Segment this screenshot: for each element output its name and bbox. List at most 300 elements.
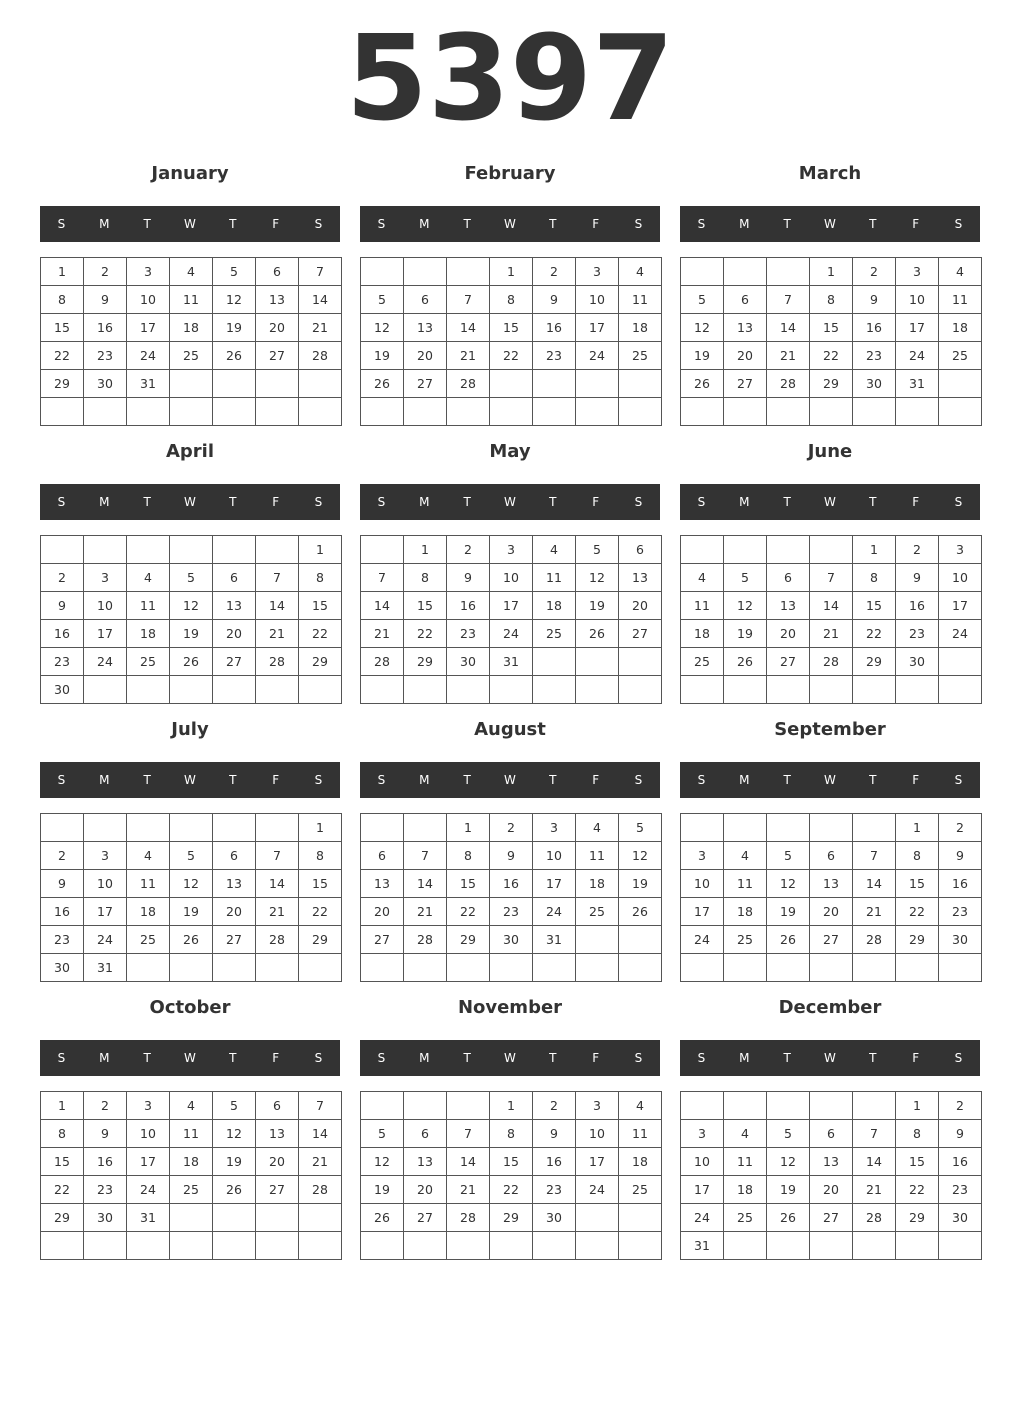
week-row bbox=[681, 870, 982, 898]
day-cell: 23 bbox=[533, 342, 576, 370]
day-cell: 5 bbox=[213, 258, 256, 286]
weekday-label: S bbox=[634, 495, 643, 509]
day-cell: 24 bbox=[127, 342, 170, 370]
empty-day-cell bbox=[447, 1232, 490, 1260]
empty-day-cell bbox=[767, 954, 810, 982]
day-cell: 12 bbox=[576, 564, 619, 592]
day-cell: 29 bbox=[896, 926, 939, 954]
day-cell: 8 bbox=[853, 564, 896, 592]
week-row bbox=[681, 286, 982, 314]
weekday-label: T bbox=[143, 495, 151, 509]
empty-day-cell bbox=[299, 1232, 342, 1260]
week-row bbox=[41, 398, 342, 426]
day-cell: 28 bbox=[853, 1204, 896, 1232]
day-cell: 9 bbox=[533, 286, 576, 314]
weekday-header bbox=[680, 762, 980, 798]
day-cell: 14 bbox=[767, 314, 810, 342]
day-cell: 31 bbox=[127, 370, 170, 398]
day-cell: 14 bbox=[447, 1148, 490, 1176]
day-cell: 21 bbox=[404, 898, 447, 926]
day-cell: 10 bbox=[84, 592, 127, 620]
weekday-label: S bbox=[634, 217, 643, 231]
weekday-label: F bbox=[592, 495, 600, 509]
day-cell: 16 bbox=[84, 314, 127, 342]
day-cell: 15 bbox=[41, 1148, 84, 1176]
day-cell: 3 bbox=[681, 1120, 724, 1148]
day-cell: 28 bbox=[256, 648, 299, 676]
week-row bbox=[41, 926, 342, 954]
day-cell: 13 bbox=[767, 592, 810, 620]
day-cell: 20 bbox=[619, 592, 662, 620]
day-cell: 22 bbox=[41, 342, 84, 370]
day-cell: 3 bbox=[939, 536, 982, 564]
day-cell: 1 bbox=[299, 536, 342, 564]
empty-day-cell bbox=[490, 398, 533, 426]
day-cell: 2 bbox=[533, 1092, 576, 1120]
day-cell: 26 bbox=[213, 342, 256, 370]
day-cell: 5 bbox=[767, 1120, 810, 1148]
day-cell: 24 bbox=[84, 926, 127, 954]
day-cell: 25 bbox=[939, 342, 982, 370]
day-cell: 10 bbox=[576, 286, 619, 314]
empty-day-cell bbox=[404, 954, 447, 982]
day-cell: 7 bbox=[299, 258, 342, 286]
empty-day-cell bbox=[681, 258, 724, 286]
day-cell: 10 bbox=[576, 1120, 619, 1148]
empty-day-cell bbox=[576, 370, 619, 398]
empty-day-cell bbox=[361, 536, 404, 564]
weekday-label: T bbox=[549, 217, 557, 231]
weekday-label: W bbox=[184, 773, 196, 787]
day-cell: 13 bbox=[256, 1120, 299, 1148]
week-row bbox=[361, 536, 662, 564]
weekday-label: S bbox=[697, 1051, 706, 1065]
empty-day-cell bbox=[84, 1232, 127, 1260]
day-cell: 26 bbox=[619, 898, 662, 926]
day-grid bbox=[40, 535, 342, 704]
empty-day-cell bbox=[810, 954, 853, 982]
day-cell: 6 bbox=[810, 1120, 853, 1148]
day-cell: 1 bbox=[853, 536, 896, 564]
week-row bbox=[361, 842, 662, 870]
day-cell: 27 bbox=[361, 926, 404, 954]
empty-day-cell bbox=[127, 398, 170, 426]
day-cell: 19 bbox=[619, 870, 662, 898]
day-cell: 8 bbox=[299, 842, 342, 870]
day-cell: 14 bbox=[256, 592, 299, 620]
weekday-label: F bbox=[272, 1051, 280, 1065]
day-cell: 22 bbox=[447, 898, 490, 926]
day-cell: 17 bbox=[84, 898, 127, 926]
day-grid bbox=[360, 1091, 662, 1260]
day-cell: 4 bbox=[170, 1092, 213, 1120]
weekday-label: W bbox=[504, 773, 516, 787]
weekday-header bbox=[40, 484, 340, 520]
empty-day-cell bbox=[853, 1232, 896, 1260]
day-cell: 28 bbox=[447, 370, 490, 398]
day-cell: 24 bbox=[939, 620, 982, 648]
empty-day-cell bbox=[724, 954, 767, 982]
weekday-label: S bbox=[697, 495, 706, 509]
week-row bbox=[41, 592, 342, 620]
day-cell: 18 bbox=[533, 592, 576, 620]
day-cell: 25 bbox=[724, 926, 767, 954]
month-name: February bbox=[464, 163, 556, 184]
day-cell: 10 bbox=[681, 1148, 724, 1176]
day-cell: 1 bbox=[299, 814, 342, 842]
month-name: June bbox=[807, 441, 853, 462]
day-cell: 16 bbox=[490, 870, 533, 898]
day-cell: 7 bbox=[810, 564, 853, 592]
day-cell: 7 bbox=[404, 842, 447, 870]
week-row bbox=[681, 620, 982, 648]
empty-day-cell bbox=[84, 536, 127, 564]
day-cell: 12 bbox=[170, 870, 213, 898]
day-cell: 4 bbox=[170, 258, 213, 286]
empty-day-cell bbox=[896, 398, 939, 426]
day-cell: 4 bbox=[619, 1092, 662, 1120]
empty-day-cell bbox=[681, 814, 724, 842]
day-cell: 11 bbox=[724, 1148, 767, 1176]
week-row bbox=[361, 898, 662, 926]
day-cell: 29 bbox=[41, 370, 84, 398]
day-cell: 10 bbox=[84, 870, 127, 898]
week-row bbox=[361, 286, 662, 314]
day-cell: 29 bbox=[404, 648, 447, 676]
day-cell: 5 bbox=[767, 842, 810, 870]
week-row bbox=[681, 648, 982, 676]
empty-day-cell bbox=[404, 676, 447, 704]
day-cell: 4 bbox=[681, 564, 724, 592]
weekday-header bbox=[360, 484, 660, 520]
weekday-label: S bbox=[314, 773, 323, 787]
day-cell: 31 bbox=[490, 648, 533, 676]
empty-day-cell bbox=[810, 1092, 853, 1120]
empty-day-cell bbox=[810, 1232, 853, 1260]
empty-day-cell bbox=[724, 676, 767, 704]
day-cell: 30 bbox=[939, 926, 982, 954]
day-cell: 25 bbox=[619, 342, 662, 370]
weekday-label: F bbox=[272, 495, 280, 509]
day-cell: 2 bbox=[939, 1092, 982, 1120]
day-cell: 15 bbox=[41, 314, 84, 342]
empty-day-cell bbox=[404, 814, 447, 842]
weekday-label: S bbox=[377, 217, 386, 231]
day-cell: 13 bbox=[213, 592, 256, 620]
day-cell: 14 bbox=[404, 870, 447, 898]
empty-day-cell bbox=[447, 1092, 490, 1120]
empty-day-cell bbox=[361, 676, 404, 704]
empty-day-cell bbox=[213, 370, 256, 398]
empty-day-cell bbox=[299, 676, 342, 704]
weekday-header bbox=[360, 206, 660, 242]
weekday-label: S bbox=[697, 217, 706, 231]
week-row bbox=[681, 536, 982, 564]
day-cell: 12 bbox=[361, 1148, 404, 1176]
week-row bbox=[681, 1176, 982, 1204]
empty-day-cell bbox=[84, 398, 127, 426]
day-cell: 14 bbox=[299, 286, 342, 314]
weekday-label: M bbox=[739, 217, 750, 231]
day-cell: 12 bbox=[724, 592, 767, 620]
weekday-label: M bbox=[99, 217, 110, 231]
empty-day-cell bbox=[724, 258, 767, 286]
empty-day-cell bbox=[810, 676, 853, 704]
empty-day-cell bbox=[681, 536, 724, 564]
week-row bbox=[41, 620, 342, 648]
day-cell: 19 bbox=[170, 898, 213, 926]
weekday-header bbox=[40, 206, 340, 242]
day-cell: 18 bbox=[619, 314, 662, 342]
empty-day-cell bbox=[939, 398, 982, 426]
empty-day-cell bbox=[256, 954, 299, 982]
day-cell: 28 bbox=[361, 648, 404, 676]
week-row bbox=[41, 564, 342, 592]
day-cell: 21 bbox=[810, 620, 853, 648]
day-cell: 23 bbox=[490, 898, 533, 926]
weekday-label: W bbox=[824, 495, 836, 509]
day-cell: 1 bbox=[490, 258, 533, 286]
day-cell: 28 bbox=[853, 926, 896, 954]
day-cell: 3 bbox=[84, 842, 127, 870]
weekday-label: S bbox=[377, 1051, 386, 1065]
weekday-label: S bbox=[57, 773, 66, 787]
empty-day-cell bbox=[533, 954, 576, 982]
day-cell: 3 bbox=[576, 1092, 619, 1120]
day-grid bbox=[40, 813, 342, 982]
empty-day-cell bbox=[41, 398, 84, 426]
day-cell: 11 bbox=[576, 842, 619, 870]
week-row bbox=[41, 1232, 342, 1260]
week-row bbox=[681, 898, 982, 926]
empty-day-cell bbox=[490, 954, 533, 982]
day-cell: 11 bbox=[533, 564, 576, 592]
weekday-label: T bbox=[549, 1051, 557, 1065]
day-cell: 16 bbox=[533, 1148, 576, 1176]
empty-day-cell bbox=[256, 536, 299, 564]
day-cell: 7 bbox=[361, 564, 404, 592]
day-cell: 30 bbox=[533, 1204, 576, 1232]
empty-day-cell bbox=[939, 370, 982, 398]
day-cell: 22 bbox=[896, 898, 939, 926]
weekday-label: F bbox=[592, 773, 600, 787]
empty-day-cell bbox=[170, 954, 213, 982]
day-cell: 31 bbox=[896, 370, 939, 398]
day-cell: 23 bbox=[447, 620, 490, 648]
month-name: October bbox=[149, 997, 231, 1018]
empty-day-cell bbox=[256, 814, 299, 842]
weekday-label: T bbox=[783, 1051, 791, 1065]
day-cell: 15 bbox=[810, 314, 853, 342]
day-cell: 17 bbox=[490, 592, 533, 620]
day-cell: 16 bbox=[533, 314, 576, 342]
day-cell: 7 bbox=[256, 842, 299, 870]
empty-day-cell bbox=[447, 258, 490, 286]
week-row bbox=[41, 1204, 342, 1232]
day-cell: 27 bbox=[256, 1176, 299, 1204]
day-cell: 10 bbox=[533, 842, 576, 870]
empty-day-cell bbox=[681, 676, 724, 704]
empty-day-cell bbox=[127, 1232, 170, 1260]
day-cell: 14 bbox=[361, 592, 404, 620]
day-cell: 4 bbox=[724, 1120, 767, 1148]
day-cell: 22 bbox=[490, 342, 533, 370]
day-cell: 6 bbox=[256, 258, 299, 286]
day-cell: 10 bbox=[127, 1120, 170, 1148]
day-cell: 29 bbox=[896, 1204, 939, 1232]
day-cell: 25 bbox=[170, 342, 213, 370]
day-cell: 19 bbox=[767, 1176, 810, 1204]
weekday-label: T bbox=[869, 1051, 877, 1065]
day-cell: 25 bbox=[681, 648, 724, 676]
day-cell: 6 bbox=[213, 842, 256, 870]
day-cell: 4 bbox=[576, 814, 619, 842]
day-cell: 29 bbox=[41, 1204, 84, 1232]
day-cell: 30 bbox=[853, 370, 896, 398]
weekday-label: S bbox=[377, 773, 386, 787]
weekday-label: T bbox=[143, 773, 151, 787]
day-cell: 15 bbox=[490, 1148, 533, 1176]
empty-day-cell bbox=[170, 398, 213, 426]
weekday-label: T bbox=[783, 217, 791, 231]
weekday-header bbox=[40, 1040, 340, 1076]
weekday-label: M bbox=[419, 1051, 430, 1065]
empty-day-cell bbox=[361, 258, 404, 286]
day-cell: 16 bbox=[41, 898, 84, 926]
weekday-label: S bbox=[57, 1051, 66, 1065]
day-cell: 30 bbox=[41, 676, 84, 704]
day-cell: 25 bbox=[619, 1176, 662, 1204]
day-cell: 14 bbox=[853, 870, 896, 898]
empty-day-cell bbox=[256, 1232, 299, 1260]
day-cell: 19 bbox=[576, 592, 619, 620]
day-cell: 17 bbox=[896, 314, 939, 342]
day-cell: 9 bbox=[447, 564, 490, 592]
month-name: January bbox=[151, 163, 229, 184]
day-cell: 5 bbox=[170, 564, 213, 592]
weekday-label: T bbox=[869, 217, 877, 231]
day-cell: 24 bbox=[896, 342, 939, 370]
empty-day-cell bbox=[767, 1232, 810, 1260]
day-cell: 28 bbox=[810, 648, 853, 676]
empty-day-cell bbox=[299, 370, 342, 398]
weekday-label: T bbox=[549, 495, 557, 509]
weekday-label: W bbox=[184, 217, 196, 231]
day-cell: 9 bbox=[84, 1120, 127, 1148]
day-cell: 20 bbox=[404, 1176, 447, 1204]
day-grid bbox=[680, 813, 982, 982]
day-cell: 18 bbox=[576, 870, 619, 898]
day-cell: 17 bbox=[939, 592, 982, 620]
day-cell: 25 bbox=[576, 898, 619, 926]
day-cell: 13 bbox=[810, 870, 853, 898]
day-cell: 17 bbox=[576, 314, 619, 342]
day-cell: 25 bbox=[724, 1204, 767, 1232]
week-row bbox=[681, 842, 982, 870]
year-title: 5397 bbox=[345, 9, 675, 147]
weekday-label: F bbox=[592, 1051, 600, 1065]
day-cell: 15 bbox=[896, 870, 939, 898]
day-cell: 18 bbox=[724, 1176, 767, 1204]
day-cell: 29 bbox=[447, 926, 490, 954]
empty-day-cell bbox=[896, 954, 939, 982]
day-cell: 3 bbox=[896, 258, 939, 286]
day-cell: 8 bbox=[810, 286, 853, 314]
day-cell: 2 bbox=[533, 258, 576, 286]
weekday-label: F bbox=[912, 495, 920, 509]
day-cell: 2 bbox=[447, 536, 490, 564]
day-grid bbox=[680, 535, 982, 704]
week-row bbox=[361, 1120, 662, 1148]
day-cell: 14 bbox=[299, 1120, 342, 1148]
month-name: November bbox=[457, 997, 563, 1018]
day-cell: 23 bbox=[939, 1176, 982, 1204]
day-cell: 23 bbox=[84, 1176, 127, 1204]
day-cell: 27 bbox=[810, 926, 853, 954]
day-cell: 22 bbox=[490, 1176, 533, 1204]
empty-day-cell bbox=[939, 676, 982, 704]
day-cell: 16 bbox=[896, 592, 939, 620]
empty-day-cell bbox=[213, 536, 256, 564]
day-cell: 19 bbox=[213, 314, 256, 342]
day-cell: 3 bbox=[84, 564, 127, 592]
day-cell: 6 bbox=[404, 286, 447, 314]
empty-day-cell bbox=[170, 814, 213, 842]
day-cell: 7 bbox=[447, 1120, 490, 1148]
day-cell: 21 bbox=[853, 898, 896, 926]
weekday-label: S bbox=[57, 495, 66, 509]
day-cell: 12 bbox=[213, 1120, 256, 1148]
day-cell: 21 bbox=[299, 1148, 342, 1176]
day-cell: 16 bbox=[853, 314, 896, 342]
day-cell: 7 bbox=[299, 1092, 342, 1120]
week-row bbox=[681, 814, 982, 842]
day-grid bbox=[680, 1091, 982, 1260]
day-grid bbox=[40, 1091, 342, 1260]
empty-day-cell bbox=[84, 676, 127, 704]
empty-day-cell bbox=[404, 258, 447, 286]
day-cell: 22 bbox=[299, 620, 342, 648]
day-cell: 6 bbox=[767, 564, 810, 592]
day-cell: 23 bbox=[41, 926, 84, 954]
day-cell: 13 bbox=[724, 314, 767, 342]
day-cell: 21 bbox=[767, 342, 810, 370]
empty-day-cell bbox=[810, 814, 853, 842]
empty-day-cell bbox=[447, 954, 490, 982]
week-row bbox=[361, 1092, 662, 1120]
day-cell: 3 bbox=[681, 842, 724, 870]
empty-day-cell bbox=[170, 370, 213, 398]
day-cell: 9 bbox=[939, 842, 982, 870]
day-cell: 17 bbox=[127, 314, 170, 342]
day-cell: 20 bbox=[213, 898, 256, 926]
empty-day-cell bbox=[361, 814, 404, 842]
week-row bbox=[681, 258, 982, 286]
empty-day-cell bbox=[361, 398, 404, 426]
week-row bbox=[361, 342, 662, 370]
weekday-label: M bbox=[419, 217, 430, 231]
weekday-label: S bbox=[954, 1051, 963, 1065]
week-row bbox=[41, 536, 342, 564]
day-cell: 23 bbox=[853, 342, 896, 370]
weekday-label: T bbox=[869, 495, 877, 509]
day-cell: 12 bbox=[213, 286, 256, 314]
day-cell: 17 bbox=[681, 1176, 724, 1204]
weekday-label: T bbox=[463, 1051, 471, 1065]
day-cell: 22 bbox=[41, 1176, 84, 1204]
weekday-label: S bbox=[377, 495, 386, 509]
day-cell: 19 bbox=[213, 1148, 256, 1176]
